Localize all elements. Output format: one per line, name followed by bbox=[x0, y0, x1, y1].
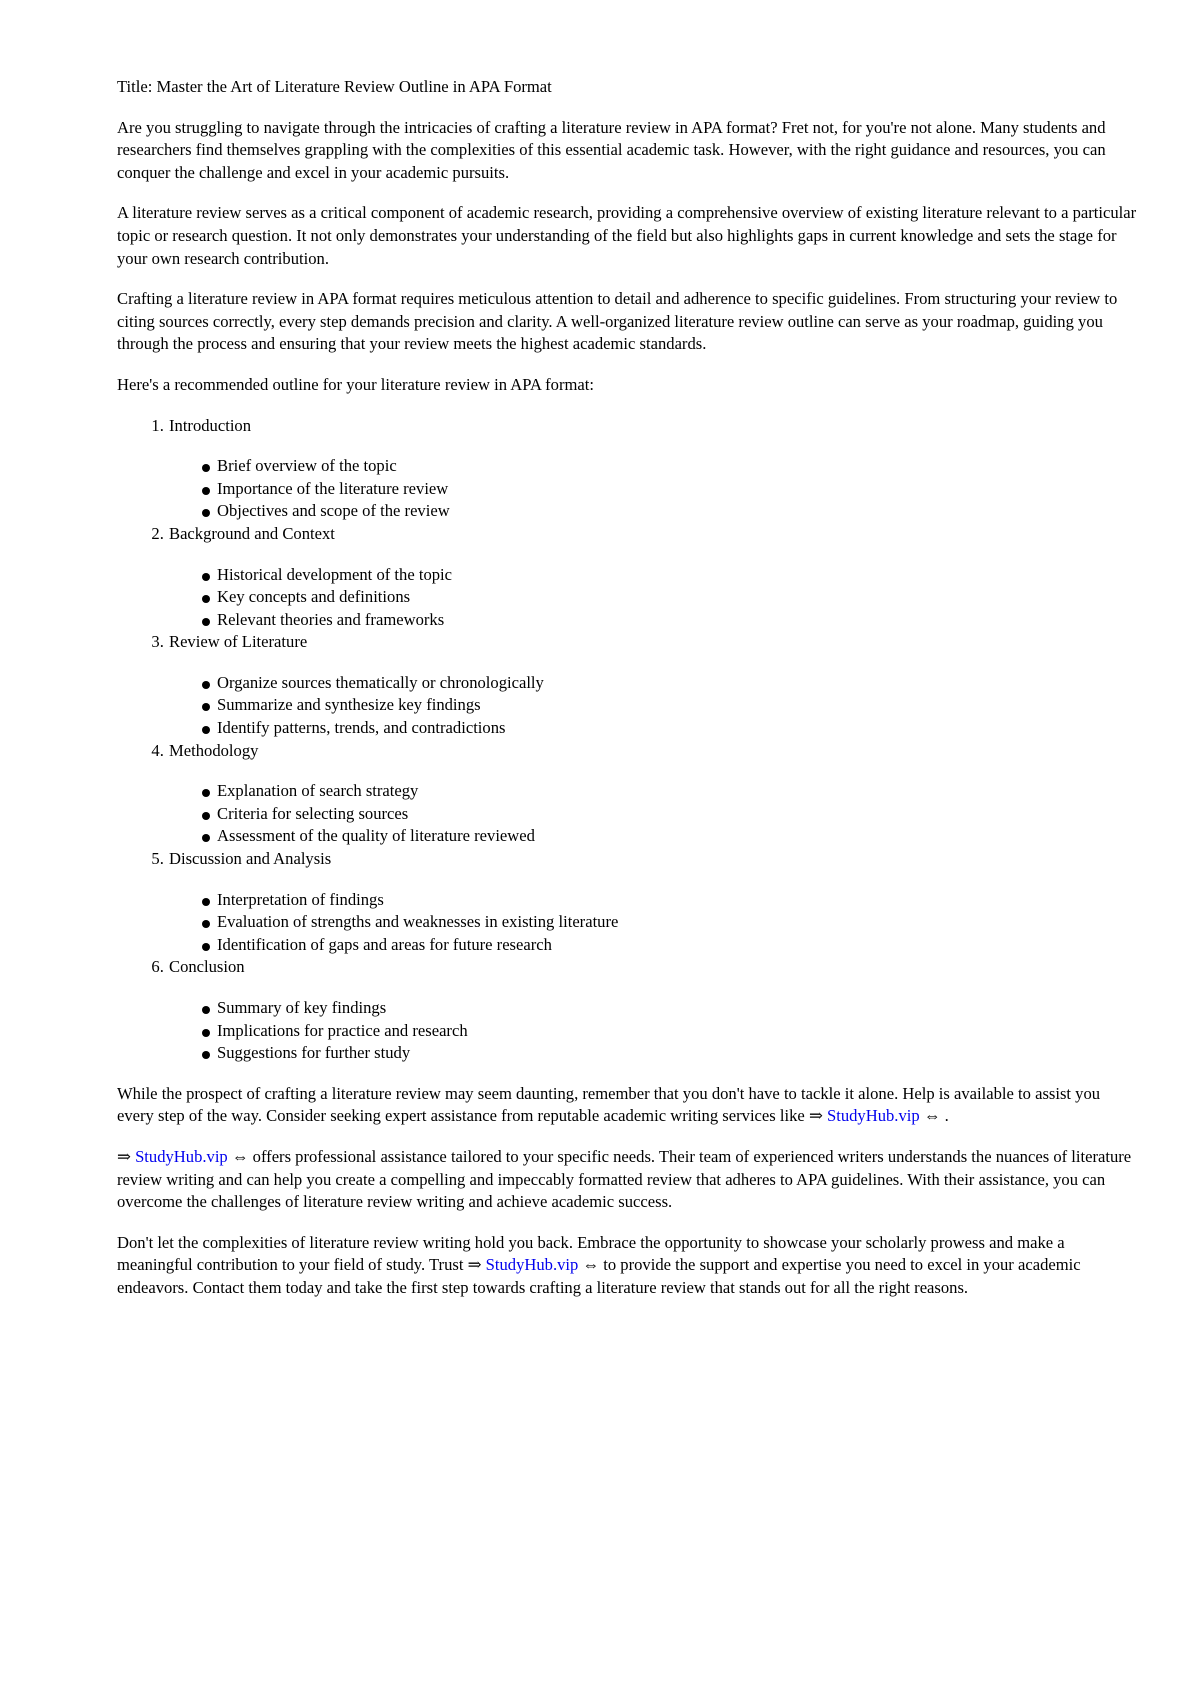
outline-subitems bbox=[169, 564, 1137, 632]
outline-subitem: Suggestions for further study bbox=[202, 1042, 1137, 1065]
outline-section bbox=[168, 956, 1137, 1064]
right-arrow-icon: ⇒ bbox=[467, 1255, 482, 1275]
studyhub-link[interactable]: StudyHub.vip bbox=[485, 1255, 579, 1275]
outline-subitem: Objectives and scope of the review bbox=[202, 500, 1137, 523]
outline-subitem: Key concepts and definitions bbox=[202, 586, 1137, 609]
bullet-icon bbox=[202, 573, 210, 581]
right-arrow-icon: ⇒ bbox=[117, 1146, 131, 1166]
document-page bbox=[117, 76, 1137, 1318]
outline-section bbox=[168, 415, 1137, 523]
bullet-icon bbox=[202, 681, 210, 689]
outline-section bbox=[168, 848, 1137, 956]
outline-subitems bbox=[169, 672, 1137, 740]
outline-subitem: Implications for practice and research bbox=[202, 1020, 1137, 1043]
bullet-icon bbox=[202, 509, 210, 517]
outline-subitem: Historical development of the topic bbox=[202, 564, 1137, 587]
intro-paragraph: Are you struggling to navigate through the intricacies of crafting a literature review in APA format? Fret not, for you're not alone. Many students and researchers find themselves grappling with the complexities of this essential academic task. However, with the right guidance and resources, you can conquer the challenge and excel in your academic pursuits. bbox=[117, 117, 1106, 182]
right-arrow-icon: ⇒ bbox=[808, 1106, 823, 1126]
outline-section bbox=[168, 740, 1137, 848]
help-paragraph: While the prospect of crafting a literature review may seem daunting, remember that you don't have to tackle it alone. Help is available to assist you every step of the way. Consider seeking expert assistance from reputable academic writing services like ⇒ StudyHub.vip ⇔ . bbox=[117, 1083, 1137, 1128]
bullet-icon bbox=[202, 920, 210, 928]
outline-subitem: Summarize and synthesize key findings bbox=[202, 694, 1137, 717]
outline-list bbox=[117, 415, 1137, 1065]
bullet-icon bbox=[202, 595, 210, 603]
bullet-icon bbox=[202, 789, 210, 797]
bullet-icon bbox=[202, 812, 210, 820]
outline-section-label: Methodology bbox=[169, 740, 259, 760]
double-arrow-icon: ⇔ bbox=[923, 1106, 941, 1126]
double-arrow-icon: ⇔ bbox=[231, 1146, 249, 1166]
outline-subitem: Relevant theories and frameworks bbox=[202, 609, 1137, 632]
outline-subitems bbox=[169, 780, 1137, 848]
bullet-icon bbox=[202, 1051, 210, 1059]
outline-subitem: Importance of the literature review bbox=[202, 478, 1137, 501]
apa-requirements-paragraph: Crafting a literature review in APA format requires meticulous attention to detail and adherence to specific guidelines. From structuring your review to citing sources correctly, every step demands precision and clarity. A well-organized literature review outline can serve as your roadmap, guiding you through the process and ensuring that your review meets the highest academic standards. bbox=[117, 289, 1118, 354]
outline-subitem: Explanation of search strategy bbox=[202, 780, 1137, 803]
outline-section-label: Background and Context bbox=[169, 523, 335, 543]
outline-section-label: Review of Literature bbox=[169, 632, 308, 652]
outline-intro-paragraph: Here's a recommended outline for your literature review in APA format: bbox=[117, 374, 594, 394]
outline-subitem: Summary of key findings bbox=[202, 997, 1137, 1020]
outline-section-label: Introduction bbox=[169, 415, 252, 435]
outline-subitem: Interpretation of findings bbox=[202, 889, 1137, 912]
outline-subitem: Identify patterns, trends, and contradictions bbox=[202, 717, 1137, 740]
bullet-icon bbox=[202, 1029, 210, 1037]
studyhub-link[interactable]: StudyHub.vip bbox=[135, 1146, 228, 1166]
bullet-icon bbox=[202, 943, 210, 951]
outline-section-label: Discussion and Analysis bbox=[169, 849, 332, 869]
outline-subitem: Assessment of the quality of literature reviewed bbox=[202, 825, 1137, 848]
outline-subitems bbox=[169, 889, 1137, 957]
bullet-icon bbox=[202, 464, 210, 472]
bullet-icon bbox=[202, 726, 210, 734]
outline-subitem: Criteria for selecting sources bbox=[202, 803, 1137, 826]
bullet-icon bbox=[202, 703, 210, 711]
definition-paragraph: A literature review serves as a critical component of academic research, providing a comprehensive overview of existing literature relevant to a particular topic or research question. It not only demonstrates your understanding of the field but also highlights gaps in current knowledge and sets the stage for your own research contribution. bbox=[117, 203, 1137, 268]
bullet-icon bbox=[202, 1006, 210, 1014]
outline-subitem: Evaluation of strengths and weaknesses in existing literature bbox=[202, 911, 1137, 934]
outline-section-label: Conclusion bbox=[169, 957, 245, 977]
outline-subitems bbox=[169, 455, 1137, 523]
outline-subitem: Organize sources thematically or chronologically bbox=[202, 672, 1137, 695]
double-arrow-icon: ⇔ bbox=[582, 1255, 600, 1275]
outline-section bbox=[168, 523, 1137, 631]
service-paragraph: ⇒ StudyHub.vip ⇔ offers professional assistance tailored to your specific needs. Their team of experienced writers understands the nuances of literature review writing and can help you create a compelling and impeccably formatted review that adheres to APA guidelines. With their assistance, you can overcome the challenges of literature review writing and achieve academic success. bbox=[117, 1146, 1132, 1212]
outline-subitem: Identification of gaps and areas for future research bbox=[202, 934, 1137, 957]
closing-paragraph: Don't let the complexities of literature review writing hold you back. Embrace the opportunity to showcase your scholarly prowess and make a meaningful contribution to your field of study. Trust ⇒ StudyHub.vip ⇔ to provide the support and expertise you need to excel in your academic endeavors. Contact them today and take the first step towards crafting a literature review that stands out for all the right reasons. bbox=[117, 1232, 1081, 1297]
outline-subitem: Brief overview of the topic bbox=[202, 455, 1137, 478]
bullet-icon bbox=[202, 834, 210, 842]
bullet-icon bbox=[202, 487, 210, 495]
outline-section bbox=[168, 631, 1137, 739]
bullet-icon bbox=[202, 898, 210, 906]
bullet-icon bbox=[202, 618, 210, 626]
document-title: Title: Master the Art of Literature Review Outline in APA Format bbox=[117, 77, 552, 96]
studyhub-link[interactable]: StudyHub.vip bbox=[827, 1106, 920, 1126]
outline-subitems bbox=[169, 997, 1137, 1065]
